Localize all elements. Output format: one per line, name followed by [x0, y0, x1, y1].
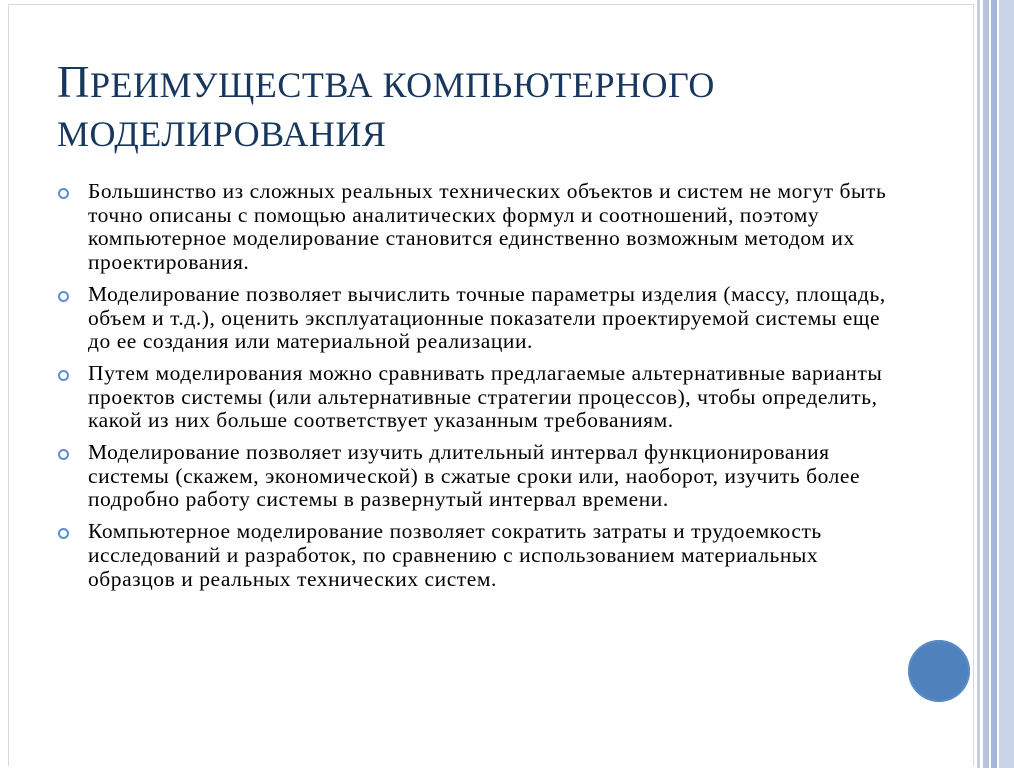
bullet-text: Большинство из сложных реальных технических объектов и систем не могут быть точно описаны с помощью аналитических формул и соотношений, поэтому компьютерное моделирование становится единственно возможным методом их проектирования. [88, 179, 887, 275]
hollow-circle-bullet-icon [58, 291, 69, 302]
decorative-stripe [991, 0, 997, 768]
slide-title-line2: МОДЕЛИРОВАНИЯ [57, 114, 387, 154]
bullet-text: Моделирование позволяет изучить длительный интервал функционирования системы (скажем, экономической) в сжатые сроки или, наоборот, изучить более подробно работу системы в развернутый интервал времени. [88, 440, 861, 512]
hollow-circle-bullet-icon [58, 528, 69, 539]
bullet-text: Путем моделирования можно сравнивать предлагаемые альтернативные варианты проектов системы (или альтернативные стратегии процессов), чтобы определить, какой из них больше соответствует указанным требованиям. [88, 360, 883, 433]
bullet-item [58, 283, 888, 354]
bullet-item [58, 520, 888, 591]
decorative-stripe [977, 0, 980, 768]
slide-title-initial: П [57, 57, 90, 107]
hollow-circle-bullet-icon [58, 370, 69, 381]
hollow-circle-bullet-icon [58, 188, 69, 199]
bullet-item [58, 180, 888, 275]
bullet-item [58, 362, 888, 433]
slide-title-line1: РЕИМУЩЕСТВА КОМПЬЮТЕРНОГО [90, 65, 715, 105]
filled-circle-icon [908, 640, 970, 702]
decorative-stripe [983, 0, 989, 768]
hollow-circle-bullet-icon [58, 449, 69, 460]
decorative-stripe [999, 0, 1014, 768]
slide-title [57, 58, 937, 159]
bullet-text: Компьютерное моделирование позволяет сократить затраты и трудоемкость исследований и разработок, по сравнению с использованием материальных образцов и реальных технических систем. [88, 519, 822, 591]
bullet-text: Моделирование позволяет вычислить точные параметры изделия (массу, площадь, объем и т.д.), оценить эксплуатационные показатели проектируемой системы еще до ее создания или материальной реализации. [88, 281, 886, 354]
bullet-item [58, 441, 888, 512]
bullet-list [58, 180, 888, 599]
